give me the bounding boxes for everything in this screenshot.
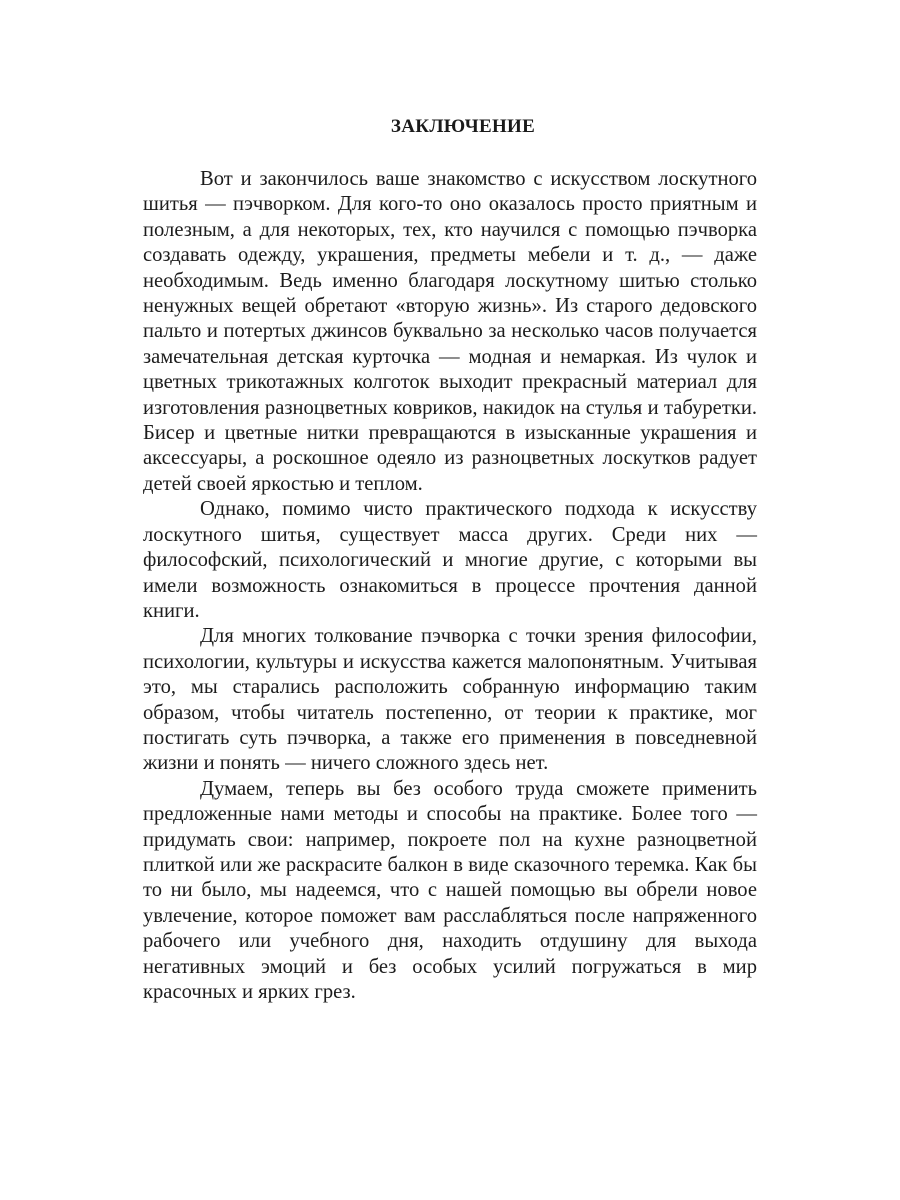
paragraph-1: Вот и закончилось ваше знакомство с искусством лоскутного шитья — пэчворком. Для кого-то оно оказалось просто приятным и полезным, а для некоторых, тех, кто научился с помощью пэчворка создавать одежду, украшения, предметы мебели и т. д., — даже необходимым. Ведь именно благодаря лоскутному шитью столько ненужных вещей обретают «вторую жизнь». Из старого дедовского пальто и потертых джинсов буквально за несколько часов получается замечательная детская курточка — модная и немаркая. Из чулок и цветных трикотажных колготок выходит прекрасный материал для изготовления разноцветных ковриков, накидок на стулья и табуретки. Бисер и цветные нитки превращаются в изысканные украшения и аксессуары, а роскошное одеяло из разноцветных лоскутков радует детей своей яркостью и теплом. <box>143 168 757 495</box>
paragraph-2: Однако, помимо чисто практического подхода к искусству лоскутного шитья, существует масса других. Среди них — философский, психологический и многие другие, с которыми вы имели возможность ознакомиться в процессе прочтения данной книги. <box>143 498 757 622</box>
page-title: ЗАКЛЮЧЕНИЕ <box>390 116 536 137</box>
paragraph-4: Думаем, теперь вы без особого труда сможете применить предложенные нами методы и способы на практике. Более того — придумать свои: например, покроете пол на кухне разноцветной плиткой или же раскрасите балкон в виде сказочного теремка. Как бы то ни было, мы надеемся, что с нашей помощью вы обрели новое увлечение, которое поможет вам расслабляться после напряженного рабочего или учебного дня, находить отдушину для выхода негативных эмоций и без особых усилий погружаться в мир красочных и ярких грез. <box>143 777 757 1003</box>
body-text <box>143 167 757 1005</box>
paragraph-3: Для многих толкование пэчворка с точки зрения философии, психологии, культуры и искусства кажется малопонятным. Учитывая это, мы старались расположить собранную информацию таким образом, чтобы читатель постепенно, от теории к практике, мог постигать суть пэчворка, а также его применения в повседневной жизни и понять — ничего сложного здесь нет. <box>143 625 757 775</box>
